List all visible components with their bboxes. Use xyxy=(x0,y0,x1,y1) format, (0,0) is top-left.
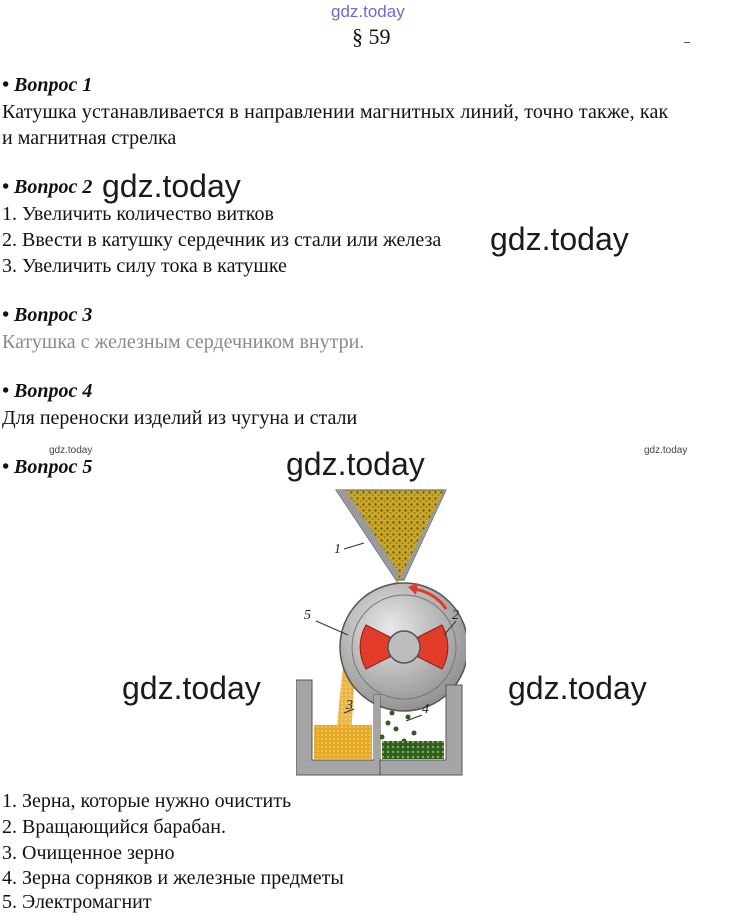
watermark-4: gdz.today xyxy=(122,670,261,706)
question-3-title: • Вопрос 3 xyxy=(2,304,93,326)
answer-5-line-2: 2. Вращающийся барабан. xyxy=(2,816,227,838)
answer-2-line-1: 1. Увеличить количество витков xyxy=(2,203,274,225)
answer-2-line-3: 3. Увеличить силу тока в катушке xyxy=(2,255,287,277)
answer-5-line-3: 3. Очищенное зерно xyxy=(2,842,175,864)
question-5-title: • Вопрос 5 xyxy=(2,456,93,478)
site-watermark-top: gdz.today xyxy=(331,2,405,21)
question-4-title: • Вопрос 4 xyxy=(2,380,93,402)
answer-1-line-1: Катушка устанавливается в направлении магнитных линий, точно также, как xyxy=(2,101,669,123)
drum-axle xyxy=(388,631,420,663)
weed-pile xyxy=(382,741,444,759)
question-1-title: • Вопрос 1 xyxy=(2,74,93,96)
watermark-3: gdz.today xyxy=(286,446,425,482)
watermark-small-right: gdz.today xyxy=(644,445,688,456)
hopper xyxy=(336,490,446,580)
answer-1-line-2: и магнитная стрелка xyxy=(2,127,177,149)
figure-label-1: 1 xyxy=(334,542,341,557)
answer-4-line-1: Для переноски изделий из чугуна и стали xyxy=(2,407,358,429)
figure-label-4: 4 xyxy=(422,702,429,717)
answer-3-line-1: Катушка с железным сердечником внутри. xyxy=(2,331,365,353)
clean-grain-pile xyxy=(314,725,372,759)
question-2-title: • Вопрос 2 xyxy=(2,176,93,198)
section-number: § 59 xyxy=(352,24,391,49)
figure-label-3: 3 xyxy=(346,698,353,713)
watermark-2: gdz.today xyxy=(490,221,629,257)
watermark-small-left: gdz.today xyxy=(49,445,93,456)
watermark-1: gdz.today xyxy=(102,168,241,204)
figure-label-5: 5 xyxy=(304,608,311,623)
answer-5-line-4: 4. Зерна сорняков и железные предметы xyxy=(2,867,344,889)
answer-2-line-2: 2. Ввести в катушку сердечник из стали или железа xyxy=(2,229,442,251)
figure-label-2: 2 xyxy=(452,608,459,623)
answer-5-line-5: 5. Электромагнит xyxy=(2,891,152,913)
watermark-5: gdz.today xyxy=(508,670,647,706)
grain-separator-figure xyxy=(296,485,466,780)
dash-mark xyxy=(684,42,690,43)
answer-5-line-1: 1. Зерна, которые нужно очистить xyxy=(2,790,292,812)
